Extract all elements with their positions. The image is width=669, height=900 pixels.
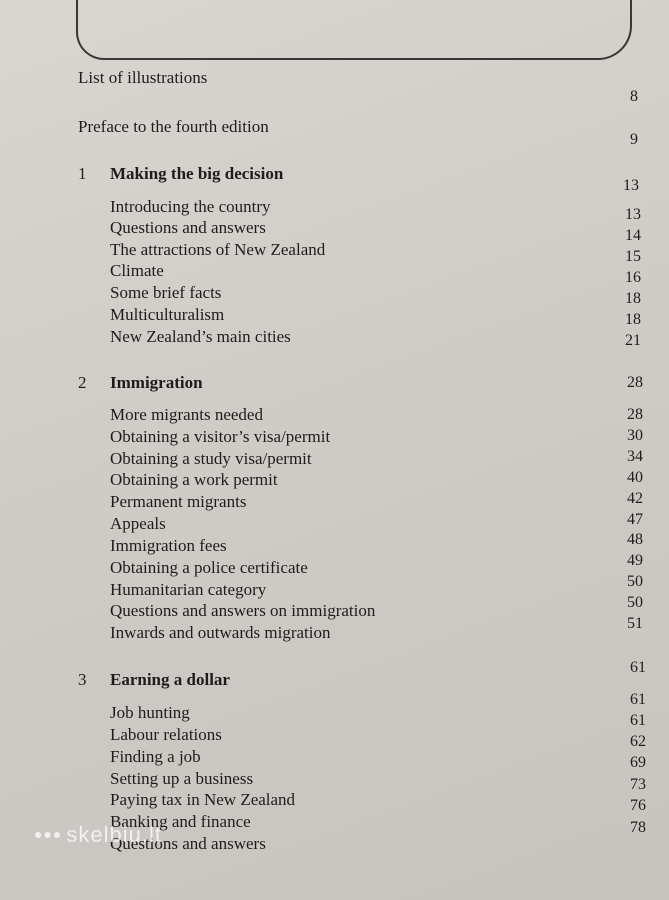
chapter-number: 2 — [78, 373, 87, 392]
section-page: 34 — [627, 448, 643, 465]
section-title: Appeals — [110, 514, 166, 533]
section-page: 78 — [630, 819, 646, 836]
section-title: Questions and answers on immigration — [110, 601, 376, 620]
section-title: Permanent migrants — [110, 492, 247, 511]
toc-entry-title: List of illustrations — [78, 68, 208, 87]
section-title: Paying tax in New Zealand — [110, 790, 296, 809]
watermark — [34, 822, 162, 848]
chapter-title: Earning a dollar — [110, 670, 230, 689]
section-title: Humanitarian category — [110, 580, 267, 599]
section-page: 62 — [630, 733, 646, 750]
chapter-number: 3 — [78, 670, 87, 689]
section-page: 47 — [627, 511, 643, 528]
section-page: 42 — [627, 490, 643, 507]
chapter-page: 28 — [627, 374, 643, 391]
section-page: 40 — [627, 469, 643, 486]
watermark-dots-icon: ●●● — [34, 826, 63, 842]
section-title: Banking and finance — [110, 812, 251, 831]
section-page: 18 — [625, 311, 641, 328]
section-page: 50 — [627, 594, 643, 611]
section-title: Some brief facts — [110, 283, 222, 302]
section-title: Introducing the country — [110, 197, 271, 216]
section-page: 61 — [630, 691, 646, 708]
section-page: 30 — [627, 427, 643, 444]
section-title: The attractions of New Zealand — [110, 240, 326, 259]
section-page: 18 — [625, 290, 641, 307]
section-title: Obtaining a police certificate — [110, 558, 308, 577]
chapter-page: 61 — [630, 659, 646, 676]
section-title: Obtaining a study visa/permit — [110, 449, 312, 468]
section-page: 13 — [625, 206, 641, 223]
chapter-number: 1 — [78, 164, 87, 183]
toc-entry-page: 9 — [630, 131, 638, 148]
section-title: Obtaining a work permit — [110, 470, 278, 489]
chapter-page: 13 — [623, 177, 639, 194]
section-title: Questions and answers — [110, 834, 266, 853]
section-title: Immigration fees — [110, 536, 227, 555]
watermark-text: skelbiu.lt — [66, 822, 162, 847]
section-title: Job hunting — [110, 703, 190, 722]
section-title: Setting up a business — [110, 769, 254, 788]
section-title: New Zealand’s main cities — [110, 327, 291, 346]
decorative-frame — [76, 0, 632, 60]
toc-entry-title: Preface to the fourth edition — [78, 117, 269, 136]
section-title: Finding a job — [110, 747, 201, 766]
chapter-title: Immigration — [110, 373, 203, 392]
section-title: Inwards and outwards migration — [110, 623, 331, 642]
section-page: 73 — [630, 776, 646, 793]
section-page: 49 — [627, 552, 643, 569]
toc-entry-page: 8 — [630, 88, 638, 105]
section-title: Obtaining a visitor’s visa/permit — [110, 427, 331, 446]
section-title: Climate — [110, 261, 164, 280]
section-page: 15 — [625, 248, 641, 265]
section-page: 69 — [630, 754, 646, 771]
section-page: 21 — [625, 332, 641, 349]
section-page: 51 — [627, 615, 643, 632]
chapter-title: Making the big decision — [110, 164, 284, 183]
section-page: 28 — [627, 406, 643, 423]
section-page: 76 — [630, 797, 646, 814]
section-title: Questions and answers — [110, 218, 266, 237]
section-page: 14 — [625, 227, 641, 244]
section-page: 50 — [627, 573, 643, 590]
section-page: 61 — [630, 712, 646, 729]
section-page: 48 — [627, 531, 643, 548]
section-page: 16 — [625, 269, 641, 286]
section-title: More migrants needed — [110, 405, 263, 424]
section-title: Labour relations — [110, 725, 222, 744]
section-title: Multiculturalism — [110, 305, 225, 324]
